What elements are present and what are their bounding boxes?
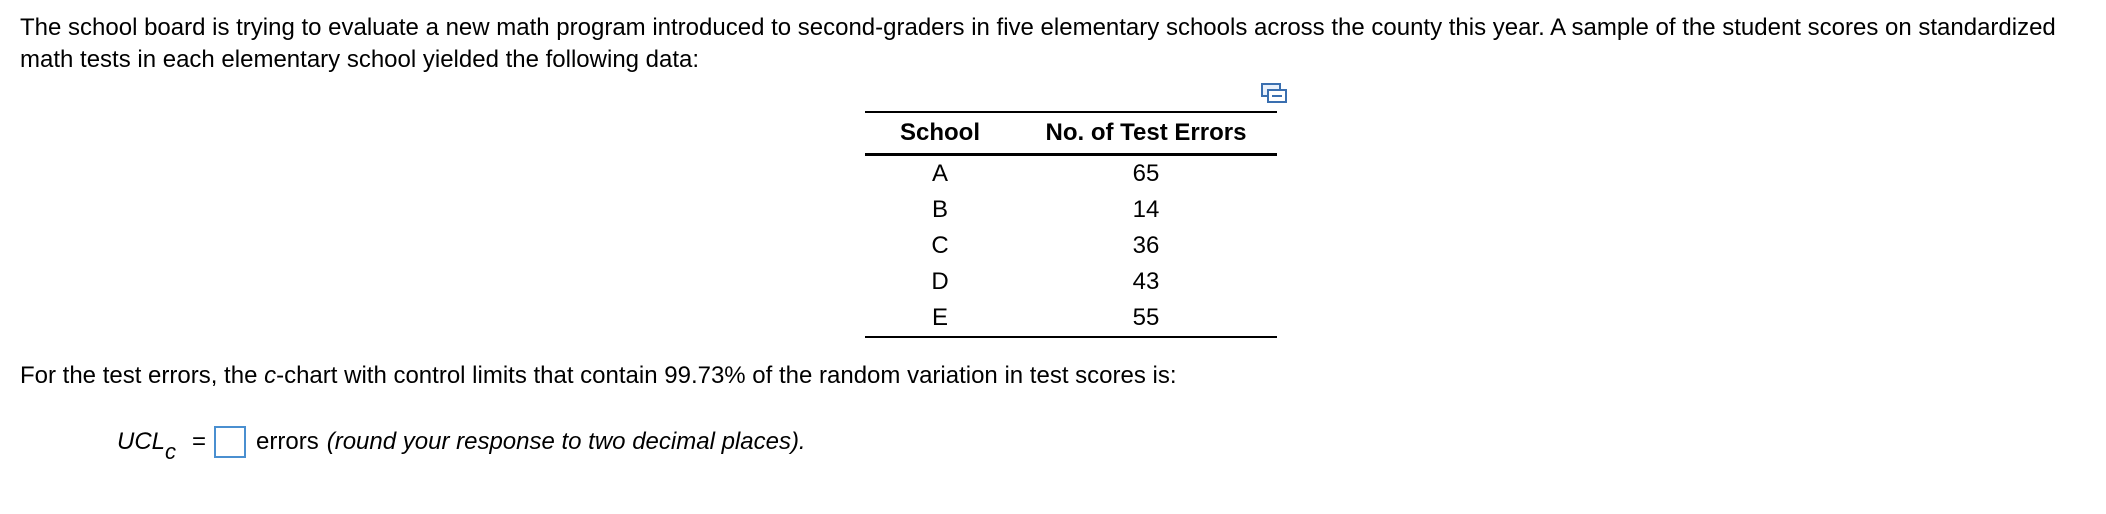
rounding-hint: (round your response to two decimal places). — [326, 428, 806, 455]
header-test-errors: No. of Test Errors — [1045, 119, 1247, 146]
cell-errors: 43 — [1132, 268, 1160, 295]
cell-school: E — [931, 304, 948, 331]
cell-school: C — [931, 232, 949, 259]
ucl-label-text: UCL — [117, 428, 166, 455]
table-row — [865, 192, 1277, 228]
cell-errors: 36 — [1132, 232, 1160, 259]
cell-school: A — [931, 160, 948, 187]
cell-errors: 14 — [1132, 196, 1160, 223]
ucl-label — [117, 424, 177, 464]
header-school: School — [899, 119, 980, 146]
equals-sign: = — [192, 428, 207, 455]
table-header-row — [865, 112, 1277, 155]
problem-intro: The school board is trying to evaluate a new math program introduced to second-graders in five elementary schools across the county this year. A sample of the student scores on standardized math tests in each elementary school yielded the following data: — [20, 14, 2056, 73]
answer-line — [117, 424, 806, 464]
table-row — [865, 228, 1277, 264]
table-row — [865, 300, 1277, 337]
cell-errors: 65 — [1132, 160, 1160, 187]
ucl-subscript: c — [165, 439, 177, 464]
question-c-variable: c — [264, 362, 277, 389]
cell-school: D — [931, 268, 949, 295]
table-row — [865, 155, 1277, 193]
data-table — [865, 111, 1277, 338]
table-row — [865, 264, 1277, 300]
ucl-answer-input[interactable] — [214, 426, 246, 458]
question-suffix: -chart with control limits that contain 99.73% of the random variation in test scores is: — [276, 362, 1177, 389]
question-prefix: For the test errors, the — [20, 362, 265, 389]
question-text — [20, 360, 1177, 392]
cell-errors: 55 — [1132, 304, 1160, 331]
cell-school: B — [931, 196, 948, 223]
copy-icon[interactable] — [1260, 82, 1288, 104]
units-label: errors — [256, 428, 319, 455]
